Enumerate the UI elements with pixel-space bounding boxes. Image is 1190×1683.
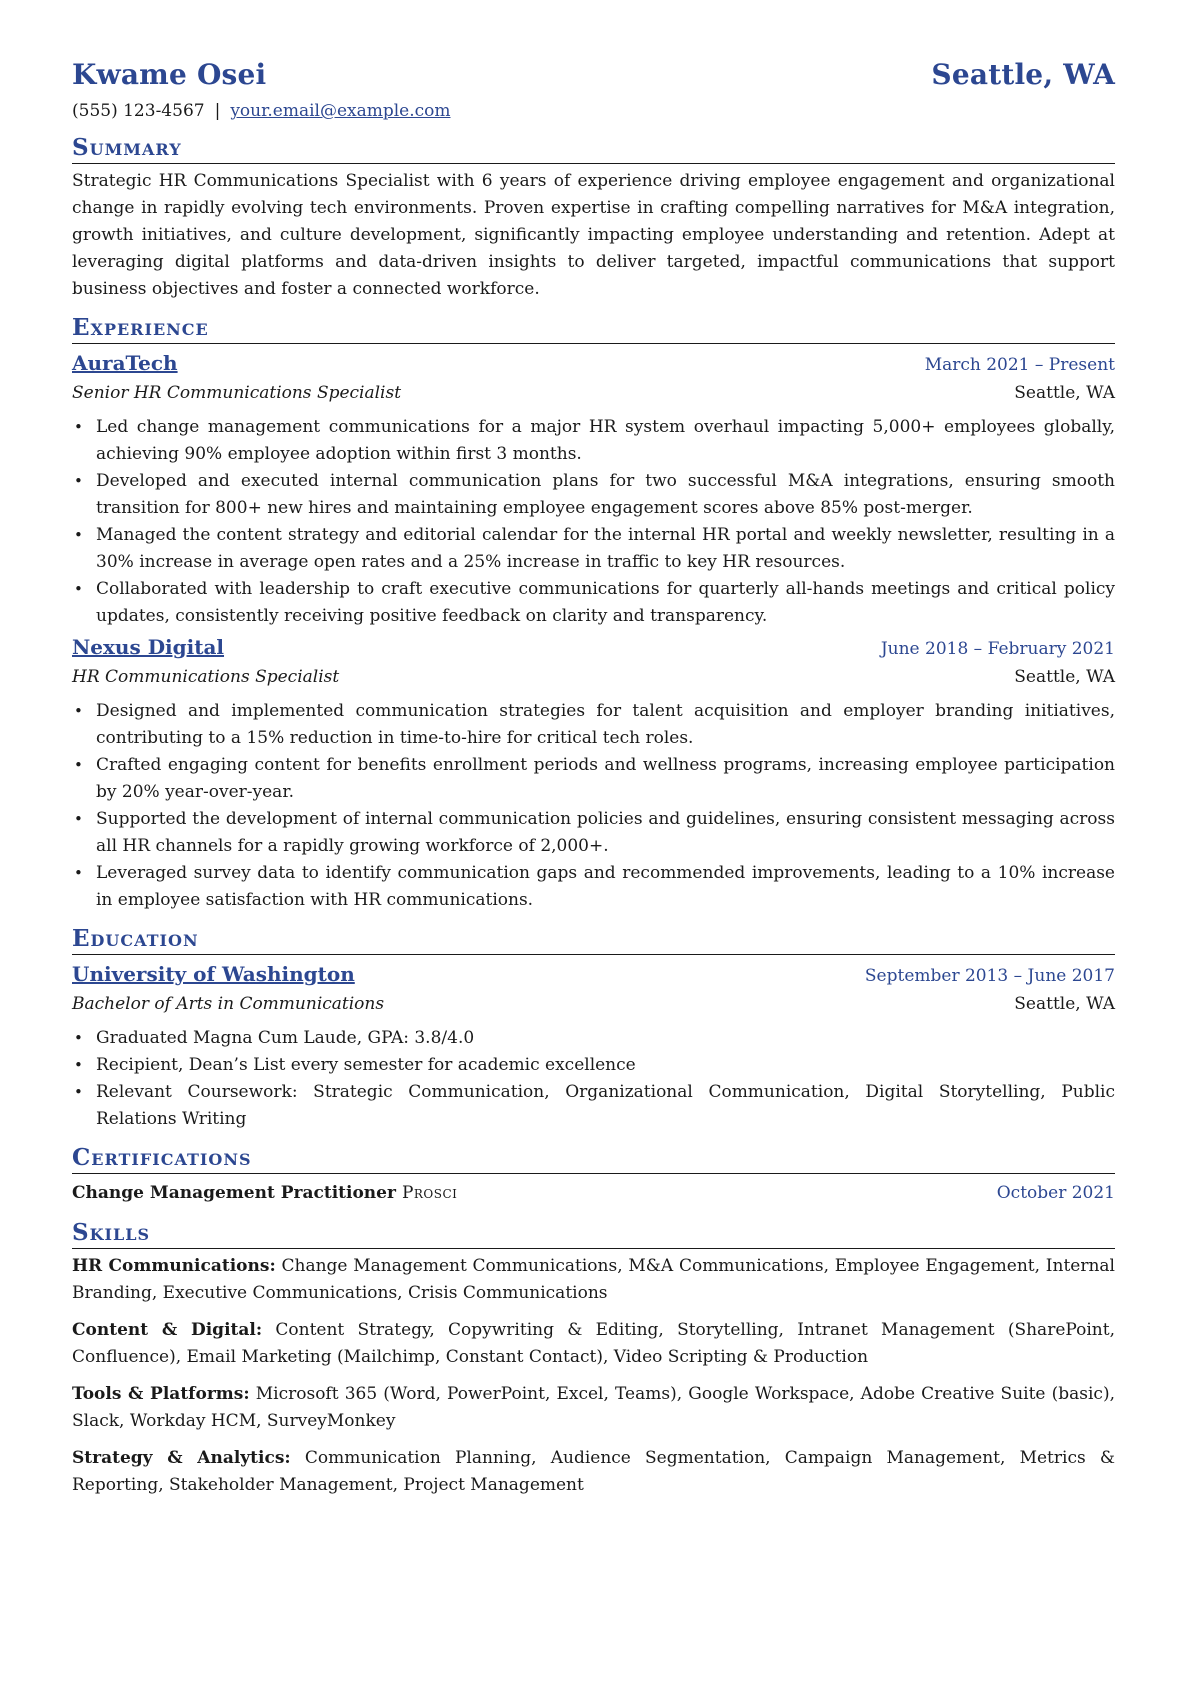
section-title-education: Education: [72, 924, 1115, 955]
skills-section: [72, 1218, 1115, 1499]
skill-group-text: Microsoft 365 (Word, PowerPoint, Excel, Teams), Google Workspace, Adobe Creative Suite (basic), Slack, Workday HCM, SurveyMonkey: [72, 1384, 1115, 1431]
contact-separator: |: [214, 101, 221, 121]
education-dates: September 2013 – June 2017: [864, 966, 1115, 986]
email-link[interactable]: your.email@example.com: [230, 101, 451, 121]
job-dates: March 2021 – Present: [924, 355, 1115, 375]
job-location: Seattle, WA: [1014, 383, 1115, 403]
bullet-item: • Relevant Coursework: Strategic Communication, Organizational Communication, Digital Storytelling, Public Relations Writing: [96, 1079, 1115, 1133]
section-title-skills: Skills: [72, 1218, 1115, 1249]
job-title: Senior HR Communications Specialist: [72, 383, 402, 403]
resume-header: [72, 58, 1115, 91]
candidate-location: Seattle, WA: [931, 58, 1115, 91]
company-link[interactable]: AuraTech: [72, 351, 178, 375]
certification-issuer: Prosci: [401, 1183, 458, 1203]
candidate-name: Kwame Osei: [72, 58, 267, 91]
education-entry: [72, 959, 1115, 1133]
company-link[interactable]: Nexus Digital: [72, 635, 225, 659]
bullet-item: • Designed and implemented communication strategies for talent acquisition and employer branding initiatives, contributing to a 15% reduction in time-to-hire for critical tech roles.: [96, 698, 1115, 752]
bullet-item: • Crafted engaging content for benefits enrollment periods and wellness programs, increasing employee participation by 20% year-over-year.: [96, 752, 1115, 806]
skill-group: [72, 1445, 1115, 1499]
skill-group-label: Strategy & Analytics:: [72, 1448, 291, 1468]
skill-group-label: HR Communications:: [72, 1256, 276, 1276]
job-title: HR Communications Specialist: [72, 667, 340, 687]
section-title-certifications: Certifications: [72, 1143, 1115, 1174]
bullet-item: • Supported the development of internal communication policies and guidelines, ensuring consistent messaging across all HR channels for a rapidly growing workforce of 2,000+.: [96, 806, 1115, 860]
education-section: [72, 924, 1115, 1133]
job-bullets: [72, 698, 1115, 914]
skill-group-label: Tools & Platforms:: [72, 1384, 250, 1404]
certification-item: [72, 1178, 1115, 1208]
summary-text: Strategic HR Communications Specialist with 6 years of experience driving employee engagement and organizational change in rapidly evolving tech environments. Proven expertise in crafting compelling narratives for M&A integration, growth initiatives, and culture development, significantly impacting employee understanding and retention. Adept at leveraging digital platforms and data-driven insights to deliver targeted, impactful communications that support business objectives and foster a connected workforce.: [72, 171, 1115, 299]
job-entry: [72, 348, 1115, 630]
degree-title: Bachelor of Arts in Communications: [72, 994, 385, 1014]
skill-group-label: Content & Digital:: [72, 1320, 263, 1340]
job-entry: [72, 632, 1115, 914]
experience-section: [72, 313, 1115, 914]
skill-group-text: Communication Planning, Audience Segmentation, Campaign Management, Metrics & Reporting, Stakeholder Management, Project Management: [72, 1448, 1115, 1495]
phone-number: (555) 123-4567: [72, 101, 205, 121]
certification-name: Change Management Practitioner: [72, 1183, 396, 1203]
summary-section: [72, 133, 1115, 303]
bullet-item: • Led change management communications for a major HR system overhaul impacting 5,000+ employees globally, achieving 90% employee adoption within first 3 months.: [96, 414, 1115, 468]
certification-date: October 2021: [996, 1183, 1115, 1203]
job-bullets: [72, 414, 1115, 630]
skill-group: [72, 1253, 1115, 1307]
education-bullets: [72, 1025, 1115, 1133]
school-link[interactable]: University of Washington: [72, 962, 355, 986]
bullet-item: • Collaborated with leadership to craft executive communications for quarterly all-hands meetings and critical policy updates, consistently receiving positive feedback on clarity and transparency.: [96, 576, 1115, 630]
section-title-summary: Summary: [72, 133, 1115, 164]
education-location: Seattle, WA: [1014, 994, 1115, 1014]
contact-line: [72, 99, 1115, 123]
skill-group: [72, 1317, 1115, 1371]
job-location: Seattle, WA: [1014, 667, 1115, 687]
certifications-section: [72, 1143, 1115, 1208]
bullet-item: • Developed and executed internal communication plans for two successful M&A integrations, ensuring smooth transition for 800+ new hires and maintaining employee engagement scores above 85% post-merger.: [96, 468, 1115, 522]
bullet-item: • Managed the content strategy and editorial calendar for the internal HR portal and weekly newsletter, resulting in a 30% increase in average open rates and a 25% increase in traffic to key HR resources.: [96, 522, 1115, 576]
bullet-item: • Graduated Magna Cum Laude, GPA: 3.8/4.0: [96, 1025, 1115, 1052]
skill-group: [72, 1381, 1115, 1435]
section-title-experience: Experience: [72, 313, 1115, 344]
bullet-item: • Leveraged survey data to identify communication gaps and recommended improvements, leading to a 10% increase in employee satisfaction with HR communications.: [96, 860, 1115, 914]
bullet-item: • Recipient, Dean’s List every semester for academic excellence: [96, 1052, 1115, 1079]
skill-group-text: Content Strategy, Copywriting & Editing, Storytelling, Intranet Management (SharePoint, Confluence), Email Marketing (Mailchimp, Constant Contact), Video Scripting & Production: [72, 1320, 1115, 1367]
skill-group-text: Change Management Communications, M&A Communications, Employee Engagement, Internal Branding, Executive Communications, Crisis Communications: [72, 1256, 1115, 1303]
job-dates: June 2018 – February 2021: [880, 639, 1115, 659]
